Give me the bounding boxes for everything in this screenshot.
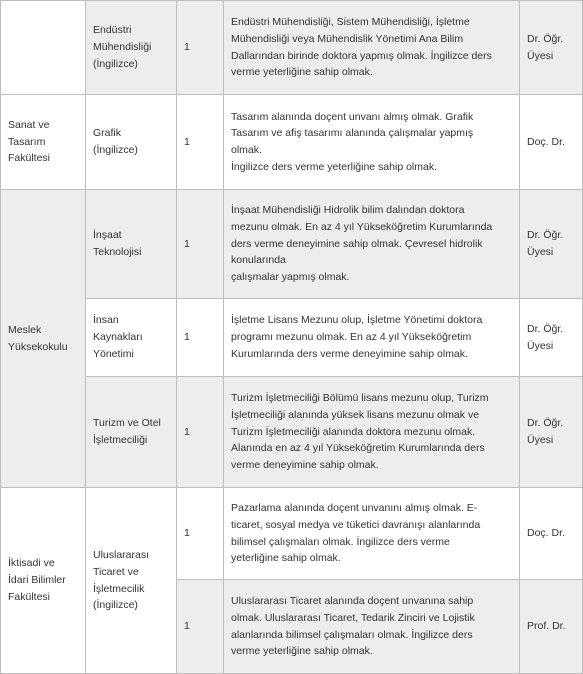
requirement-cell: Pazarlama alanında doçent unvanını almış olmak. E- ticaret, sosyal medya ve tüketici davranışı alanlarında bilimsel çalışmaları olmak. İngilizce ders verme yeterliğine sahip olmak. xyxy=(223,487,520,580)
count-cell: 1 xyxy=(176,376,224,488)
requirement-cell: Turizm İşletmeciliği Bölümü lisans mezunu olup, Turizm İşletmeciliği alanında yüksek lisans mezunu olmak ve Turizm İşletmeciliği alanında doktora mezunu olmak. Alanında en az 4 yıl Yükseköğretim Kurumlarında ders verme deneyimine sahip olmak. xyxy=(223,376,520,488)
program-cell: Uluslararası Ticaret ve İşletmecilik (İngilizce) xyxy=(85,487,177,674)
faculty-cell: Sanat ve Tasarım Fakültesi xyxy=(0,94,86,190)
faculty-cell-empty xyxy=(0,0,86,95)
count-cell: 1 xyxy=(176,487,224,580)
requirement-cell: İşletme Lisans Mezunu olup, İşletme Yönetimi doktora programı mezunu olmak. En az 4 yıl Yükseköğretim Kurumlarında ders verme deneyimine sahip olmak. xyxy=(223,298,520,377)
faculty-cell: İktisadi ve İdari Bilimler Fakültesi xyxy=(0,487,86,674)
title-cell: Prof. Dr. xyxy=(519,579,583,674)
program-cell: İnsan Kaynakları Yönetimi xyxy=(85,298,177,377)
count-cell: 1 xyxy=(176,94,224,190)
title-cell: Dr. Öğr. Üyesi xyxy=(519,0,583,95)
faculty-cell: Meslek Yüksekokulu xyxy=(0,189,86,488)
title-cell: Doç. Dr. xyxy=(519,94,583,190)
requirement-cell: Uluslararası Ticaret alanında doçent unvanına sahip olmak. Uluslararası Ticaret, Tedarik Zinciri ve Lojistik alanlarında bilimsel çalışmaları olmak. İngilizce ders verme yeterliğine sahip olmak. xyxy=(223,579,520,674)
program-cell: Endüstri Mühendisliği (İngilizce) xyxy=(85,0,177,95)
program-cell: İnşaat Teknolojisi xyxy=(85,189,177,299)
program-cell: Turizm ve Otel İşletmeciliği xyxy=(85,376,177,488)
count-cell: 1 xyxy=(176,189,224,299)
count-cell: 1 xyxy=(176,0,224,95)
requirement-cell: Endüstri Mühendisliği, Sistem Mühendisliği, İşletme Mühendisliği veya Mühendislik Yönetimi Ana Bilim Dallarından birinde doktora yapmış olmak. İngilizce ders verme yeterliğine sahip olmak. xyxy=(223,0,520,95)
requirement-cell: Tasarım alanında doçent unvanı almış olmak. Grafik Tasarım ve afiş tasarımı alanında çalışmalar yapmış olmak. İngilizce ders verme yeterliğine sahip olmak. xyxy=(223,94,520,190)
title-cell: Dr. Öğr. Üyesi xyxy=(519,298,583,377)
program-cell: Grafik (İngilizce) xyxy=(85,94,177,190)
count-cell: 1 xyxy=(176,579,224,674)
count-cell: 1 xyxy=(176,298,224,377)
title-cell: Dr. Öğr. Üyesi xyxy=(519,376,583,488)
title-cell: Dr. Öğr. Üyesi xyxy=(519,189,583,299)
requirement-cell: İnşaat Mühendisliği Hidrolik bilim dalından doktora mezunu olmak. En az 4 yıl Yükseköğretim Kurumlarında ders verme deneyimine sahip olmak. Çevresel hidrolik konularında çalışmalar yapmış olmak. xyxy=(223,189,520,299)
title-cell: Doç. Dr. xyxy=(519,487,583,580)
